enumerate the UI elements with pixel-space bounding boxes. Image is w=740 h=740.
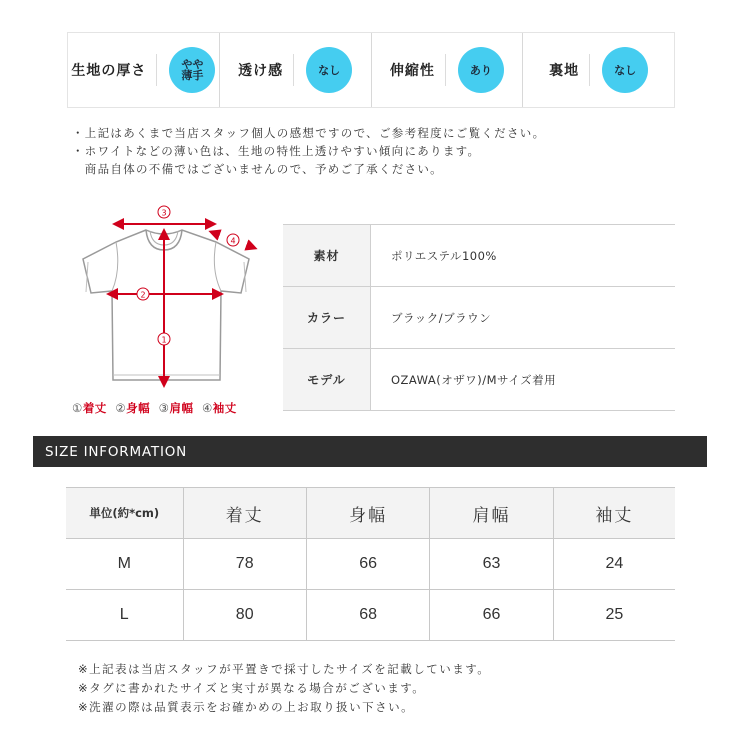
- section-title: SIZE INFORMATION: [33, 436, 707, 467]
- spec-table: [283, 224, 675, 411]
- legend-label: 肩幅: [169, 401, 194, 415]
- attr-badge: なし: [602, 47, 648, 93]
- attr-label: 伸縮性: [389, 63, 435, 79]
- attr-badge: なし: [306, 47, 352, 93]
- svg-text:3: 3: [161, 208, 167, 218]
- legend-label: 着丈: [82, 401, 107, 415]
- table-row: [66, 590, 675, 641]
- legend-label: 袖丈: [212, 401, 237, 415]
- footnote-line: ※洗濯の際は品質表示をお確かめの上お取り扱い下さい。: [78, 700, 415, 714]
- table-header-row: [66, 488, 675, 539]
- spec-row-color: [283, 287, 675, 349]
- table-cell: 25: [553, 590, 675, 641]
- notes: [72, 124, 545, 178]
- size-table: [66, 487, 675, 641]
- attr-badge: [169, 47, 215, 93]
- svg-text:2: 2: [140, 290, 146, 300]
- table-cell: 78: [183, 539, 306, 590]
- divider: [156, 54, 157, 86]
- legend-label: 身幅: [126, 401, 151, 415]
- badge-line-1: やや: [181, 58, 204, 71]
- svg-text:4: 4: [230, 236, 236, 246]
- attr-label: 透け感: [238, 63, 284, 79]
- spec-key: カラー: [283, 287, 371, 348]
- table-cell: 80: [183, 590, 306, 641]
- divider: [445, 54, 446, 86]
- column-header: 身幅: [306, 488, 429, 539]
- table-row: [66, 539, 675, 590]
- tshirt-measurement-diagram: [66, 200, 266, 422]
- attr-lining: [523, 33, 674, 107]
- legend-num: ②: [115, 401, 127, 415]
- table-cell: 66: [430, 590, 553, 641]
- diagram-legend: [72, 400, 241, 416]
- spec-value: ポリエステル100%: [391, 248, 497, 263]
- size-label: M: [66, 539, 183, 590]
- attr-badge: あり: [458, 47, 504, 93]
- table-cell: 66: [306, 539, 429, 590]
- attr-stretch: [372, 33, 524, 107]
- footnote-line: ※上記表は当店スタッフが平置きで採寸したサイズを記載しています。: [78, 662, 491, 676]
- spec-value: ブラック/ブラウン: [391, 310, 492, 325]
- legend-num: ③: [158, 401, 170, 415]
- spec-value: OZAWA(オザワ)/Mサイズ着用: [391, 372, 557, 387]
- note-line: 商品自体の不備ではございませんので、予めご了承ください。: [72, 162, 443, 176]
- divider: [589, 54, 590, 86]
- spec-key: 素材: [283, 225, 371, 286]
- footnotes: [78, 660, 490, 717]
- footnote-line: ※タグに書かれたサイズと実寸が異なる場合がございます。: [78, 681, 426, 695]
- attr-transparency: [220, 33, 372, 107]
- attr-label: 裏地: [549, 63, 580, 79]
- spec-key: モデル: [283, 349, 371, 410]
- column-header: 袖丈: [553, 488, 675, 539]
- note-line: ・ホワイトなどの薄い色は、生地の特性上透けやすい傾向にあります。: [72, 144, 481, 158]
- legend-num: ①: [72, 401, 83, 415]
- tshirt-icon: [66, 200, 266, 400]
- badge-line-2: 薄手: [181, 69, 204, 82]
- fabric-attributes: [67, 32, 675, 108]
- attr-label: 生地の厚さ: [71, 63, 147, 79]
- note-line: ・上記はあくまで当店スタッフ個人の感想ですので、ご参考程度にご覧ください。: [72, 126, 546, 140]
- column-header: 着丈: [183, 488, 306, 539]
- attr-thickness: [68, 33, 220, 107]
- table-cell: 63: [430, 539, 553, 590]
- spec-row-model: [283, 349, 675, 411]
- divider: [293, 54, 294, 86]
- column-header: 肩幅: [430, 488, 553, 539]
- size-label: L: [66, 590, 183, 641]
- unit-header: 単位(約*cm): [66, 488, 183, 539]
- table-cell: 24: [553, 539, 675, 590]
- table-cell: 68: [306, 590, 429, 641]
- legend-num: ④: [201, 401, 213, 415]
- svg-text:1: 1: [161, 335, 167, 345]
- spec-row-material: [283, 225, 675, 287]
